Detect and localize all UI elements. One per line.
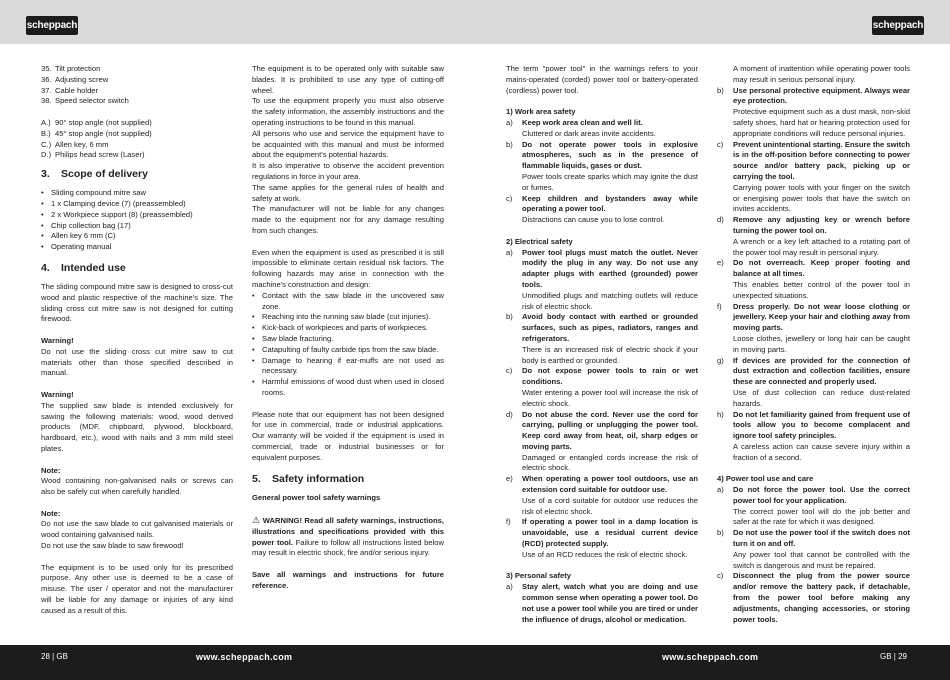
section-heading-intended-use: 4. Intended use [41,261,126,274]
list-item: c) Keep children and bystanders away while operating a power tool. Distractions can cause you to lose control. [506,193,698,225]
bullet-item: • 2 x Workpiece support (8) (preassembled) [41,209,193,219]
subheading: 3) Personal safety [506,571,571,581]
bullet-item: • Contact with the saw blade in the uncovered saw zone. [252,290,444,311]
warning-triangle-icon: ⚠ [252,515,261,526]
paragraph: Do not use the saw blade to saw firewood! [41,541,184,551]
column-1 [41,64,233,617]
list-item: a) Keep work area clean and well lit. Cluttered or dark areas invite accidents. [506,117,656,138]
page-footer-bar [0,645,950,680]
paragraph: Save all warnings and instructions for future reference. [252,570,444,590]
paragraph: The sliding compound mitre saw is designed to cross-cut wood and plastic respective of the machine's size. The sliding cross cut mitre saw is not designed for cutting firewood. [41,281,233,324]
list-item: e) When operating a power tool outdoors, use an extension cord suitable for outdoor use. Use of a cord suitable for outdoor use reduces the risk of electric shock. [506,474,698,516]
list-item: b) Do not use the power tool if the switch does not turn it on and off. Any power tool that cannot be controlled with the switch is dangerous and must be repaired. [717,528,910,570]
bullet-item: • Sliding compound mitre saw [41,188,146,198]
work-area-list [506,118,698,226]
bullet-item: • Operating manual [41,242,112,252]
list-item: h) Do not let familiarity gained from frequent use of tools allow you to become complacent and ignore tool safety principles. A careless action can cause severe injury within a fraction of a second. [717,409,910,462]
bullet-icon: • [252,290,255,300]
list-item: g) If devices are provided for the connection of dust extraction and collection facilities, ensure these are connected and properly used. Use of dust collection can reduce dust-related hazards. [717,355,910,408]
warning-heading: Warning! [41,389,74,399]
list-item: a) Stay alert, watch what you are doing and use common sense when operating a power tool. Do not use a power tool while you are tired or under the influence of drugs, alcohol or medication. [506,582,698,624]
list-item: c) Disconnect the plug from the power source and/or remove the battery pack, if detachable, from the power tool before making any adjustments, changing accessories, or storing power tools. [717,571,910,624]
bullet-icon: • [41,198,44,208]
warning-paragraph: ⚠ WARNING! Read all safety warnings, instructions, illustrations and specifications provided with this power tool. Failure to follow all instructions listed below may result in electric shock, fire and/or serious injury. [252,515,444,558]
tool-care-list [717,485,910,625]
list-item: B.) 45° stop angle (not supplied) [41,128,152,138]
list-item: 35. Tilt protection [41,64,101,73]
bullet-icon: • [252,312,255,322]
bullet-item: • Saw blade fracturing. [252,333,334,343]
bullet-item: • Catapulting of faulty carbide tips from the saw blade. [252,344,439,354]
list-item: c) Do not expose power tools to rain or wet conditions. Water entering a power tool will increase the risk of electric shock. [506,366,698,408]
list-item: A.) 90° stop angle (not supplied) [41,117,152,127]
warning-heading: Warning! [41,335,74,345]
accessory-list [41,118,233,161]
right-page-number: GB | 29 [880,652,907,661]
list-item: b) Do not operate power tools in explosive atmospheres, such as in the presence of flammable liquids, gases or dust. Power tools create sparks which may ignite the dust or fumes. [506,139,698,192]
list-item: a) Power tool plugs must match the outlet. Never modify the plug in any way. Do not use any adapter plugs with earthed (grounded) power tools. Unmodified plugs and matching outlets will reduce risk of electric shock. [506,247,698,311]
bullet-item: • Reaching into the running saw blade (cut injuries). [252,312,431,322]
page-header-bar [0,0,950,44]
subheading: 4) Power tool use and care [717,474,814,484]
list-item: c) Prevent unintentional starting. Ensure the switch is in the off-position before connecting to power source and/or battery pack, picking up or carrying the tool. Carrying power tools with your finger on the switch or energising power tools that have the switch on invites accidents. [717,139,910,214]
paragraph: The equipment is to be used only for its prescribed purpose. Any other use is deemed to be a case of misuse. The user / operator and not the manufacturer will be liable for any damage or injuries of any kind caused as a result of this. [41,562,233,615]
column-3 [506,64,698,625]
list-item: d) Do not abuse the cord. Never use the cord for carrying, pulling or unplugging the power tool. Keep cord away from heat, oil, sharp edges or moving parts. Damaged or entangled cords increase the risk of electric shock. [506,409,698,473]
footer-url-right[interactable]: www.scheppach.com [662,652,759,662]
list-item: f) If operating a power tool in a damp location is unavoidable, use a residual current device (RCD) protected supply. Use of an RCD reduces the risk of electric shock. [506,517,698,559]
paragraph: To use the equipment properly you must also observe the safety information, the assembly instructions and the operating instructions to be found in this manual. [252,96,444,127]
bullet-item: • Kick-back of workpieces and parts of workpieces. [252,323,428,333]
footer-url-left[interactable]: www.scheppach.com [196,652,293,662]
bullet-item: • Chip collection bag (17) [41,220,131,230]
paragraph: The manufacturer will not be liable for any changes made to the equipment nor for any damage resulting from such changes. [252,204,444,235]
column-2 [252,64,444,592]
bullet-item: • Harmful emissions of wood dust when used in closed rooms. [252,377,444,397]
brand-logo-left: scheppach [26,16,78,35]
list-item: a) Do not force the power tool. Use the correct power tool for your application. The correct power tool will do the job better and safer at the rate for which it was designed. [717,485,910,527]
list-item: b) Avoid body contact with earthed or grounded surfaces, such as pipes, radiators, ranges and refrigerators. There is an increased risk of electric shock if your body is earthed or grounded. [506,312,698,365]
list-item: 38. Speed selector switch [41,96,129,106]
personal-safety-list [717,86,910,464]
list-item: b) Use personal protective equipment. Always wear eye protection. Protective equipment such as a dust mask, non-skid safety shoes, hard hat or hearing protection used for appropriate conditions will reduce personal injuries. [717,85,910,138]
note-heading: Note: [41,508,61,518]
note-heading: Note: [41,465,61,475]
paragraph: It is also imperative to observe the accident prevention regulations in force in your area. [252,161,444,181]
list-item: D.) Philips head screw (Laser) [41,150,145,160]
subheading: General power tool safety warnings [252,493,381,503]
bullet-item: • 1 x Clamping device (7) (preassembled) [41,198,186,208]
paragraph: Even when the equipment is used as prescribed it is still impossible to eliminate certain residual risk factors. The following hazards may arise in connection with the machine's construction and design: [252,247,444,289]
list-item: 37. Cable holder [41,85,99,95]
paragraph: Do not use the saw blade to cut galvanised materials or wood containing galvanised nails. [41,519,233,540]
scope-list [41,188,233,253]
electrical-list [506,248,698,561]
paragraph: The equipment is to be operated only with suitable saw blades. It is prohibited to use any type of cutting-off wheel. [252,64,444,95]
paragraph: Do not use the sliding cross cut mitre saw to cut materials other than those specified described in manual. [41,346,233,378]
paragraph: Wood containing non-galvanised nails or screws can also be safely cut when carefully handled. [41,476,233,497]
subheading: 1) Work area safety [506,107,576,117]
bullet-icon: • [252,323,255,333]
list-item: 36. Adjusting screw [41,74,109,84]
bullet-icon: • [41,220,44,230]
bullet-icon: • [252,377,255,387]
paragraph: The term "power tool" in the warnings refers to your mains-operated (corded) power tool or battery-operated (cordless) power tool. [506,64,698,95]
left-page-number: 28 | GB [41,652,68,661]
section-heading-safety: 5. Safety information [252,473,365,486]
parts-list [41,64,233,107]
paragraph: The same applies for the general rules of health and safety at work. [252,182,444,203]
bullet-icon: • [41,209,44,219]
bullet-icon: • [41,242,44,252]
brand-logo-right: scheppach [872,16,924,35]
bullet-item: • Allen key 6 mm (C) [41,231,116,241]
bullet-icon: • [252,344,255,354]
bullet-icon: • [41,188,44,198]
bullet-icon: • [252,355,255,365]
residual-risk-list [252,291,444,399]
bullet-icon: • [41,231,44,241]
section-heading-scope: 3. Scope of delivery [41,168,148,181]
list-item: e) Do not overreach. Keep proper footing and balance at all times. This enables better control of the power tool in unexpected situations. [717,258,910,300]
list-item: f) Dress properly. Do not wear loose clothing or jewellery. Keep your hair and clothing away from moving parts. Loose clothes, jewellery or long hair can be caught in moving parts. [717,301,910,354]
paragraph: All persons who use and service the equipment have to be acquainted with this manual and must be informed about the equipment's potential hazards. [252,128,444,160]
list-item: A moment of inattention while operating power tools may result in serious personal injury. [733,64,910,84]
subheading: 2) Electrical safety [506,236,573,246]
bullet-icon: • [252,333,255,343]
list-item: d) Remove any adjusting key or wrench before turning the power tool on. A wrench or a key left attached to a rotating part of the power tool may result in personal injury. [717,215,910,257]
paragraph: Please note that our equipment has not been designed for use in commercial, trade or industrial applications. Our warranty will be voided if the equipment is used in commercial, trade or industrial businesses or for equivalent purposes. [252,409,444,462]
column-4 [717,64,910,625]
list-item: C.) Allen key, 6 mm [41,139,109,149]
paragraph: The supplied saw blade is intended exclusively for sawing the following materials: wood, wood derived products (MDF, chipboard, plywood, blockboard, hardboard, etc.), wood with nails and 3 mm mild steel plates. [41,400,233,453]
bullet-item: • Damage to hearing if ear-muffs are not used as necessary. [252,355,444,376]
